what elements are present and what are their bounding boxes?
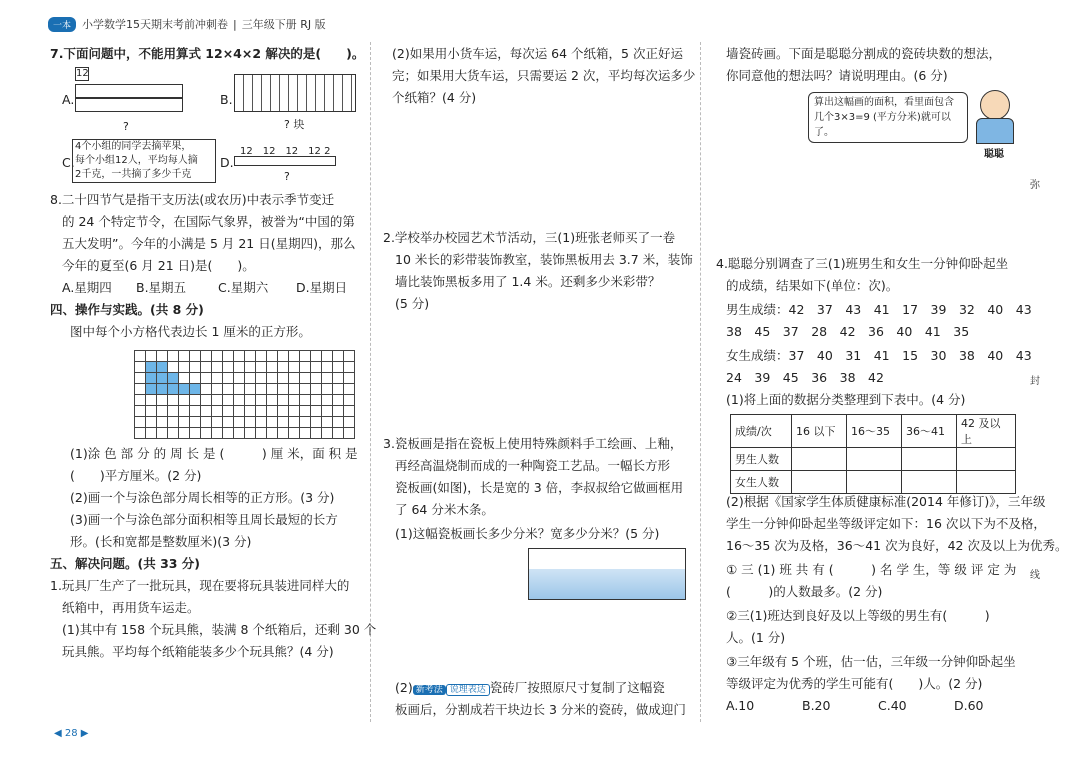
grid-cell xyxy=(135,417,146,428)
grid-cell xyxy=(311,373,322,384)
grid-cell xyxy=(289,351,300,362)
question-8-line: 五大发明”。今年的小满是 5 月 21 日(星期四)，那么 xyxy=(62,236,356,251)
table-cell[interactable] xyxy=(847,448,902,471)
grid-cell xyxy=(311,384,322,395)
grid-cell xyxy=(201,384,212,395)
q3-2-line xyxy=(395,678,665,696)
question-2-line: 墙比装饰黑板多用了 1.4 米。还剩多少米彩带？ xyxy=(395,274,661,289)
table-cell[interactable] xyxy=(847,471,902,494)
grid-cell xyxy=(344,428,355,439)
grid-cell xyxy=(168,406,179,417)
q4-2b: ②三(1)班达到良好及以上等级的男生有( ) xyxy=(726,608,990,623)
q4-option: A.10 xyxy=(726,698,755,713)
table-cell[interactable] xyxy=(902,448,957,471)
grid-cell xyxy=(146,395,157,406)
q4-2c: ③三年级有 5 个班，估一估，三年级一分钟仰卧起坐 xyxy=(726,654,1016,669)
q7-b-cubes xyxy=(234,74,356,112)
grid-cell xyxy=(289,384,300,395)
right-text: 墙瓷砖画。下面是聪聪分割成的瓷砖块数的想法， xyxy=(726,46,1002,61)
grid-cell xyxy=(322,373,333,384)
q3-2-text: 瓷砖厂按照原尺寸复制了这幅瓷 xyxy=(489,680,665,695)
q8-option: A.星期四 xyxy=(62,280,112,295)
binding-mark: 线 xyxy=(1030,570,1040,581)
table-row xyxy=(731,471,1016,494)
q4-2c: 等级评定为优秀的学生可能有( )人。(2 分) xyxy=(726,676,983,691)
grid-cell xyxy=(234,384,245,395)
s4-q3: 形。(长和宽都是整数厘米)(3 分) xyxy=(70,534,252,549)
grid-cell xyxy=(322,384,333,395)
grid-cell xyxy=(212,373,223,384)
q4-2a: ① 三 (1) 班 共 有 ( ) 名 学 生，等 级 评 定 为 xyxy=(726,562,1017,577)
q4-2-line: 16～35 次为及格，36～41 次为良好，42 次及以上为优秀。 xyxy=(726,538,1068,553)
q7-option-a-label: A. xyxy=(62,92,75,107)
grid-cell xyxy=(212,384,223,395)
grid-cell xyxy=(278,406,289,417)
question-4-line: 的成绩，结果如下(单位：次)。 xyxy=(726,278,899,293)
grid-cell xyxy=(223,428,234,439)
grid-cell xyxy=(212,395,223,406)
table-header: 成绩/次 xyxy=(731,415,792,448)
q8-option: D.星期日 xyxy=(296,280,348,295)
grid-cell xyxy=(223,362,234,373)
grid-cell xyxy=(234,373,245,384)
page-number xyxy=(54,728,88,739)
grid-cell xyxy=(168,395,179,406)
tag-new-method: 新考法 xyxy=(413,685,446,695)
s4-q1: ( )平方厘米。(2 分) xyxy=(70,468,202,483)
grid-cell xyxy=(333,373,344,384)
grid-cell xyxy=(190,406,201,417)
q7-b-question: ? 块 xyxy=(284,118,305,131)
q7-a-bar xyxy=(75,84,183,98)
grid-cell xyxy=(212,417,223,428)
question-8-line: 8.二十四节气是指干支历法(或农历)中表示季节变迁 xyxy=(50,192,335,207)
grid-cell xyxy=(322,417,333,428)
grid-cell xyxy=(190,373,201,384)
grid-cell xyxy=(245,362,256,373)
grid-cell xyxy=(267,362,278,373)
grid-cell xyxy=(311,362,322,373)
grid-cell xyxy=(157,395,168,406)
table-cell[interactable] xyxy=(957,448,1016,471)
grid-cell xyxy=(223,417,234,428)
grid-cell xyxy=(201,351,212,362)
grid-cell xyxy=(245,395,256,406)
question-4-1: (1)将上面的数据分类整理到下表中。(4 分) xyxy=(726,392,966,407)
grid-cell xyxy=(179,428,190,439)
q7-option-d-label: D. xyxy=(220,155,234,170)
porcelain-painting-image xyxy=(528,548,686,600)
grid-cell xyxy=(300,384,311,395)
grid-cell xyxy=(179,351,190,362)
section-4-desc: 图中每个小方格代表边长 1 厘米的正方形。 xyxy=(70,324,311,339)
grid-cell xyxy=(289,417,300,428)
grid-cell xyxy=(256,417,267,428)
grid-cell xyxy=(256,384,267,395)
grid-cell xyxy=(245,417,256,428)
grid-cell xyxy=(212,362,223,373)
grid-cell xyxy=(267,351,278,362)
logo: 一本 xyxy=(48,17,76,32)
grid-cell xyxy=(157,417,168,428)
grid-cell xyxy=(190,395,201,406)
grid-cell xyxy=(234,417,245,428)
q3-2-line2: 板画后，分割成若干块边长 3 分米的瓷砖，做成迎门 xyxy=(395,702,686,717)
grid-cell xyxy=(344,384,355,395)
grid-cell xyxy=(278,362,289,373)
grid-cell xyxy=(333,351,344,362)
q7-a-question: ? xyxy=(123,120,129,133)
binding-mark: 弥 xyxy=(1030,180,1040,191)
grid-cell xyxy=(201,417,212,428)
grid-cell xyxy=(333,395,344,406)
q7-c-textbox xyxy=(72,139,216,183)
q7-option-b-label: B. xyxy=(220,92,233,107)
table-header: 36～41 xyxy=(902,415,957,448)
q1-2-line: (2)如果用小货车运，每次运 64 个纸箱，5 次正好运 xyxy=(392,46,683,61)
grid-cell xyxy=(179,406,190,417)
table-row xyxy=(731,415,1016,448)
grid-cell xyxy=(322,406,333,417)
girls-label: 女生成绩： xyxy=(726,348,789,363)
grid-cell xyxy=(135,406,146,417)
grid-cell xyxy=(344,417,355,428)
question-3-1: (1)这幅瓷板画长多少分米？宽多少分米？(5 分) xyxy=(395,526,660,541)
grid-cell xyxy=(344,406,355,417)
square-grid xyxy=(134,350,355,439)
grid-cell xyxy=(190,384,201,395)
grid-cell xyxy=(234,351,245,362)
grid-cell xyxy=(157,351,168,362)
grid-cell xyxy=(190,351,201,362)
grid-cell xyxy=(146,351,157,362)
grid-cell xyxy=(311,395,322,406)
grid-cell xyxy=(256,362,267,373)
table-header: 16～35 xyxy=(847,415,902,448)
grid-cell xyxy=(179,362,190,373)
grid-cell xyxy=(256,395,267,406)
q4-2b: 人。(1 分) xyxy=(726,630,786,645)
q7-c-line: 2千克，一共摘了多少千克 xyxy=(75,169,192,180)
s5-q1-line: (1)其中有 158 个玩具熊，装满 8 个纸箱后，还剩 30 个 xyxy=(62,622,377,637)
grid-cell xyxy=(146,362,157,373)
grid-cell xyxy=(234,428,245,439)
grid-cell xyxy=(223,406,234,417)
grid-cell xyxy=(311,417,322,428)
q7-a-bar xyxy=(75,98,183,112)
question-8-line: 今年的夏至(6 月 21 日)是( )。 xyxy=(62,258,255,273)
grid-cell xyxy=(267,428,278,439)
grid-cell xyxy=(322,351,333,362)
grid-cell xyxy=(179,384,190,395)
grid-cell xyxy=(245,406,256,417)
grid-cell xyxy=(267,406,278,417)
s5-q1-line: 玩具熊。平均每个纸箱能装多少个玩具熊？(4 分) xyxy=(62,644,334,659)
grid-cell xyxy=(201,373,212,384)
grid-cell xyxy=(300,373,311,384)
header-title: 小学数学15天期末考前冲刺卷 xyxy=(82,18,229,31)
table-row xyxy=(731,448,1016,471)
q4-option: B.20 xyxy=(802,698,831,713)
grid-cell xyxy=(190,417,201,428)
grid-cell xyxy=(146,428,157,439)
grid-cell xyxy=(179,417,190,428)
grid-cell xyxy=(256,351,267,362)
grid-cell xyxy=(201,395,212,406)
s5-q1-line: 纸箱中，再用货车运走。 xyxy=(62,600,200,615)
grid-cell xyxy=(179,373,190,384)
grid-cell xyxy=(245,384,256,395)
grid-cell xyxy=(190,428,201,439)
grid-cell xyxy=(267,395,278,406)
grid-cell xyxy=(135,395,146,406)
grid-cell xyxy=(146,406,157,417)
s5-q1-line: 1.玩具厂生产了一批玩具，现在要将玩具装进同样大的 xyxy=(50,578,350,593)
grid-cell xyxy=(168,373,179,384)
boys-values: 42 37 43 41 17 39 32 40 43 xyxy=(788,302,1032,317)
q4-2-line: (2)根据《国家学生体质健康标准(2014 年修订)》，三年级 xyxy=(726,494,1046,509)
grid-cell xyxy=(157,384,168,395)
grid-cell xyxy=(135,351,146,362)
grid-cell xyxy=(333,406,344,417)
question-2-line: 2.学校举办校园艺术节活动，三(1)班张老师买了一卷 xyxy=(383,230,676,245)
section-4-title: 四、操作与实践。(共 8 分) xyxy=(50,302,204,317)
q7-option-c-label: C. xyxy=(62,155,75,170)
row-label: 男生人数 xyxy=(731,448,792,471)
grid-cell xyxy=(300,406,311,417)
grid-cell xyxy=(322,395,333,406)
grid-cell xyxy=(245,351,256,362)
binding-mark: 封 xyxy=(1030,376,1040,387)
grid-cell xyxy=(278,395,289,406)
grid-cell xyxy=(289,373,300,384)
score-table xyxy=(730,414,1016,494)
question-3-line: 了 64 分米木条。 xyxy=(395,502,494,517)
grid-cell xyxy=(223,395,234,406)
row-label: 女生人数 xyxy=(731,471,792,494)
q4-2a: ( )的人数最多。(2 分) xyxy=(726,584,883,599)
table-cell[interactable] xyxy=(902,471,957,494)
q3-2-prefix: (2) xyxy=(395,680,413,695)
q7-d-numbers: 12 12 12 12 2 xyxy=(240,146,331,157)
table-header: 16 以下 xyxy=(792,415,847,448)
boy-body-icon xyxy=(976,118,1014,144)
q1-2-line: 完；如果用大货车运，只需要运 2 次，平均每次运多少 xyxy=(392,68,696,83)
grid-cell xyxy=(146,384,157,395)
grid-cell xyxy=(234,395,245,406)
table-cell[interactable] xyxy=(792,448,847,471)
q8-option: B.星期五 xyxy=(136,280,187,295)
grid-cell xyxy=(157,428,168,439)
question-3-line: 3.瓷板画是指在瓷板上使用特殊颜料手工绘画、上釉， xyxy=(383,436,683,451)
q7-c-line: 4个小组的同学去摘苹果， xyxy=(75,141,192,152)
grid-cell xyxy=(135,428,146,439)
grid-cell xyxy=(278,384,289,395)
grid-cell xyxy=(234,406,245,417)
question-3-line: 再经高温烧制而成的一种陶瓷工艺品。一幅长方形 xyxy=(395,458,671,473)
grid-cell xyxy=(256,406,267,417)
grid-cell xyxy=(300,351,311,362)
grid-cell xyxy=(333,362,344,373)
grid-cell xyxy=(212,428,223,439)
grid-cell xyxy=(146,417,157,428)
q7-c-line: 每个小组12人，平均每人摘 xyxy=(75,155,198,166)
q8-option: C.星期六 xyxy=(218,280,269,295)
grid-cell xyxy=(289,395,300,406)
grid-cell xyxy=(256,428,267,439)
grid-cell xyxy=(157,406,168,417)
grid-cell xyxy=(256,373,267,384)
grid-cell xyxy=(135,384,146,395)
speech-bubble: 算出这幅画的面积，看里面包含几个3×3=9 (平方分米)就可以了。 xyxy=(808,92,968,143)
right-text: 你同意他的想法吗？请说明理由。(6 分) xyxy=(726,68,948,83)
grid-cell xyxy=(333,417,344,428)
page-number-value: 28 xyxy=(64,728,78,739)
grid-cell xyxy=(311,428,322,439)
grid-cell xyxy=(201,406,212,417)
grid-cell xyxy=(168,362,179,373)
s4-q2: (2)画一个与涂色部分周长相等的正方形。(3 分) xyxy=(70,490,335,505)
grid-cell xyxy=(146,373,157,384)
q7-d-question: ? xyxy=(284,170,290,183)
grid-cell xyxy=(344,351,355,362)
column-divider xyxy=(700,42,701,722)
grid-cell xyxy=(135,362,146,373)
grid-cell xyxy=(322,428,333,439)
boys-scores xyxy=(726,300,1032,318)
header xyxy=(48,16,326,32)
boys-label: 男生成绩： xyxy=(726,302,789,317)
question-2-line: 10 米长的彩带装饰教室，装饰黑板用去 3.7 米，装饰 xyxy=(395,252,693,267)
grid-cell xyxy=(278,417,289,428)
grid-cell xyxy=(157,362,168,373)
grid-cell xyxy=(168,384,179,395)
grid-cell xyxy=(234,362,245,373)
grid-cell xyxy=(245,428,256,439)
grid-cell xyxy=(223,384,234,395)
header-separator: | xyxy=(233,17,237,31)
s4-q3: (3)画一个与涂色部分面积相等且周长最短的长方 xyxy=(70,512,338,527)
table-cell[interactable] xyxy=(792,471,847,494)
grid-cell xyxy=(168,417,179,428)
grid-cell xyxy=(311,351,322,362)
boys-scores-2: 38 45 37 28 42 36 40 41 35 xyxy=(726,324,970,339)
grid-cell xyxy=(190,362,201,373)
grid-cell xyxy=(267,373,278,384)
grid-cell xyxy=(300,395,311,406)
section-5-title: 五、解决问题。(共 33 分) xyxy=(50,556,201,571)
grid-cell xyxy=(278,351,289,362)
grid-cell xyxy=(267,417,278,428)
q1-2-line: 个纸箱？(4 分) xyxy=(392,90,477,105)
grid-cell xyxy=(201,428,212,439)
grid-cell xyxy=(168,351,179,362)
grid-cell xyxy=(344,395,355,406)
grid-cell xyxy=(157,373,168,384)
table-header: 42 及以上 xyxy=(957,415,1016,448)
s4-q1: (1)涂 色 部 分 的 周 长 是 ( ) 厘 米，面 积 是 xyxy=(70,446,358,461)
grid-cell xyxy=(212,351,223,362)
grid-cell xyxy=(278,428,289,439)
grid-cell xyxy=(223,373,234,384)
girls-scores xyxy=(726,346,1032,364)
grid-cell xyxy=(344,373,355,384)
grid-cell xyxy=(322,362,333,373)
header-subtitle: 三年级下册 RJ 版 xyxy=(241,18,326,31)
grid-cell xyxy=(289,406,300,417)
next-arrow-icon: ▶ xyxy=(77,728,89,739)
grid-cell xyxy=(212,406,223,417)
prev-arrow-icon: ◀ xyxy=(54,728,65,739)
grid-cell xyxy=(344,362,355,373)
q4-option: C.40 xyxy=(878,698,907,713)
grid-cell xyxy=(300,362,311,373)
q4-option: D.60 xyxy=(954,698,984,713)
grid-cell xyxy=(311,406,322,417)
grid-cell xyxy=(179,395,190,406)
girls-values: 37 40 31 41 15 30 38 40 43 xyxy=(788,348,1032,363)
grid-cell xyxy=(278,373,289,384)
question-4-line: 4.聪聪分别调查了三(1)班男生和女生一分钟仰卧起坐 xyxy=(716,256,1009,271)
grid-cell xyxy=(135,373,146,384)
question-8-line: 的 24 个特定节令，在国际气象界，被誉为“中国的第 xyxy=(62,214,355,229)
q7-a-number: 12 xyxy=(76,68,89,79)
grid-cell xyxy=(201,362,212,373)
grid-cell xyxy=(289,428,300,439)
grid-cell xyxy=(245,373,256,384)
boy-avatar-icon xyxy=(980,90,1010,120)
grid-cell xyxy=(267,384,278,395)
tag-reasoning: 说理表达 xyxy=(446,684,490,696)
grid-cell xyxy=(300,417,311,428)
girls-scores-2: 24 39 45 36 38 42 xyxy=(726,370,884,385)
question-3-line: 瓷板画(如图)，长是宽的 3 倍，李叔叔给它做画框用 xyxy=(395,480,684,495)
question-7: 7.下面问题中，不能用算式 12×4×2 解决的是( )。 xyxy=(50,46,365,61)
table-cell[interactable] xyxy=(957,471,1016,494)
character-name: 聪聪 xyxy=(984,149,1004,160)
grid-cell xyxy=(289,362,300,373)
q7-d-bar xyxy=(234,156,336,166)
grid-cell xyxy=(333,384,344,395)
grid-cell xyxy=(223,351,234,362)
grid-cell xyxy=(300,428,311,439)
grid-cell xyxy=(168,428,179,439)
grid-cell xyxy=(333,428,344,439)
q4-2-line: 学生一分钟仰卧起坐等级评定如下：16 次以下为不及格， xyxy=(726,516,1046,531)
question-2-line: (5 分) xyxy=(395,296,430,311)
